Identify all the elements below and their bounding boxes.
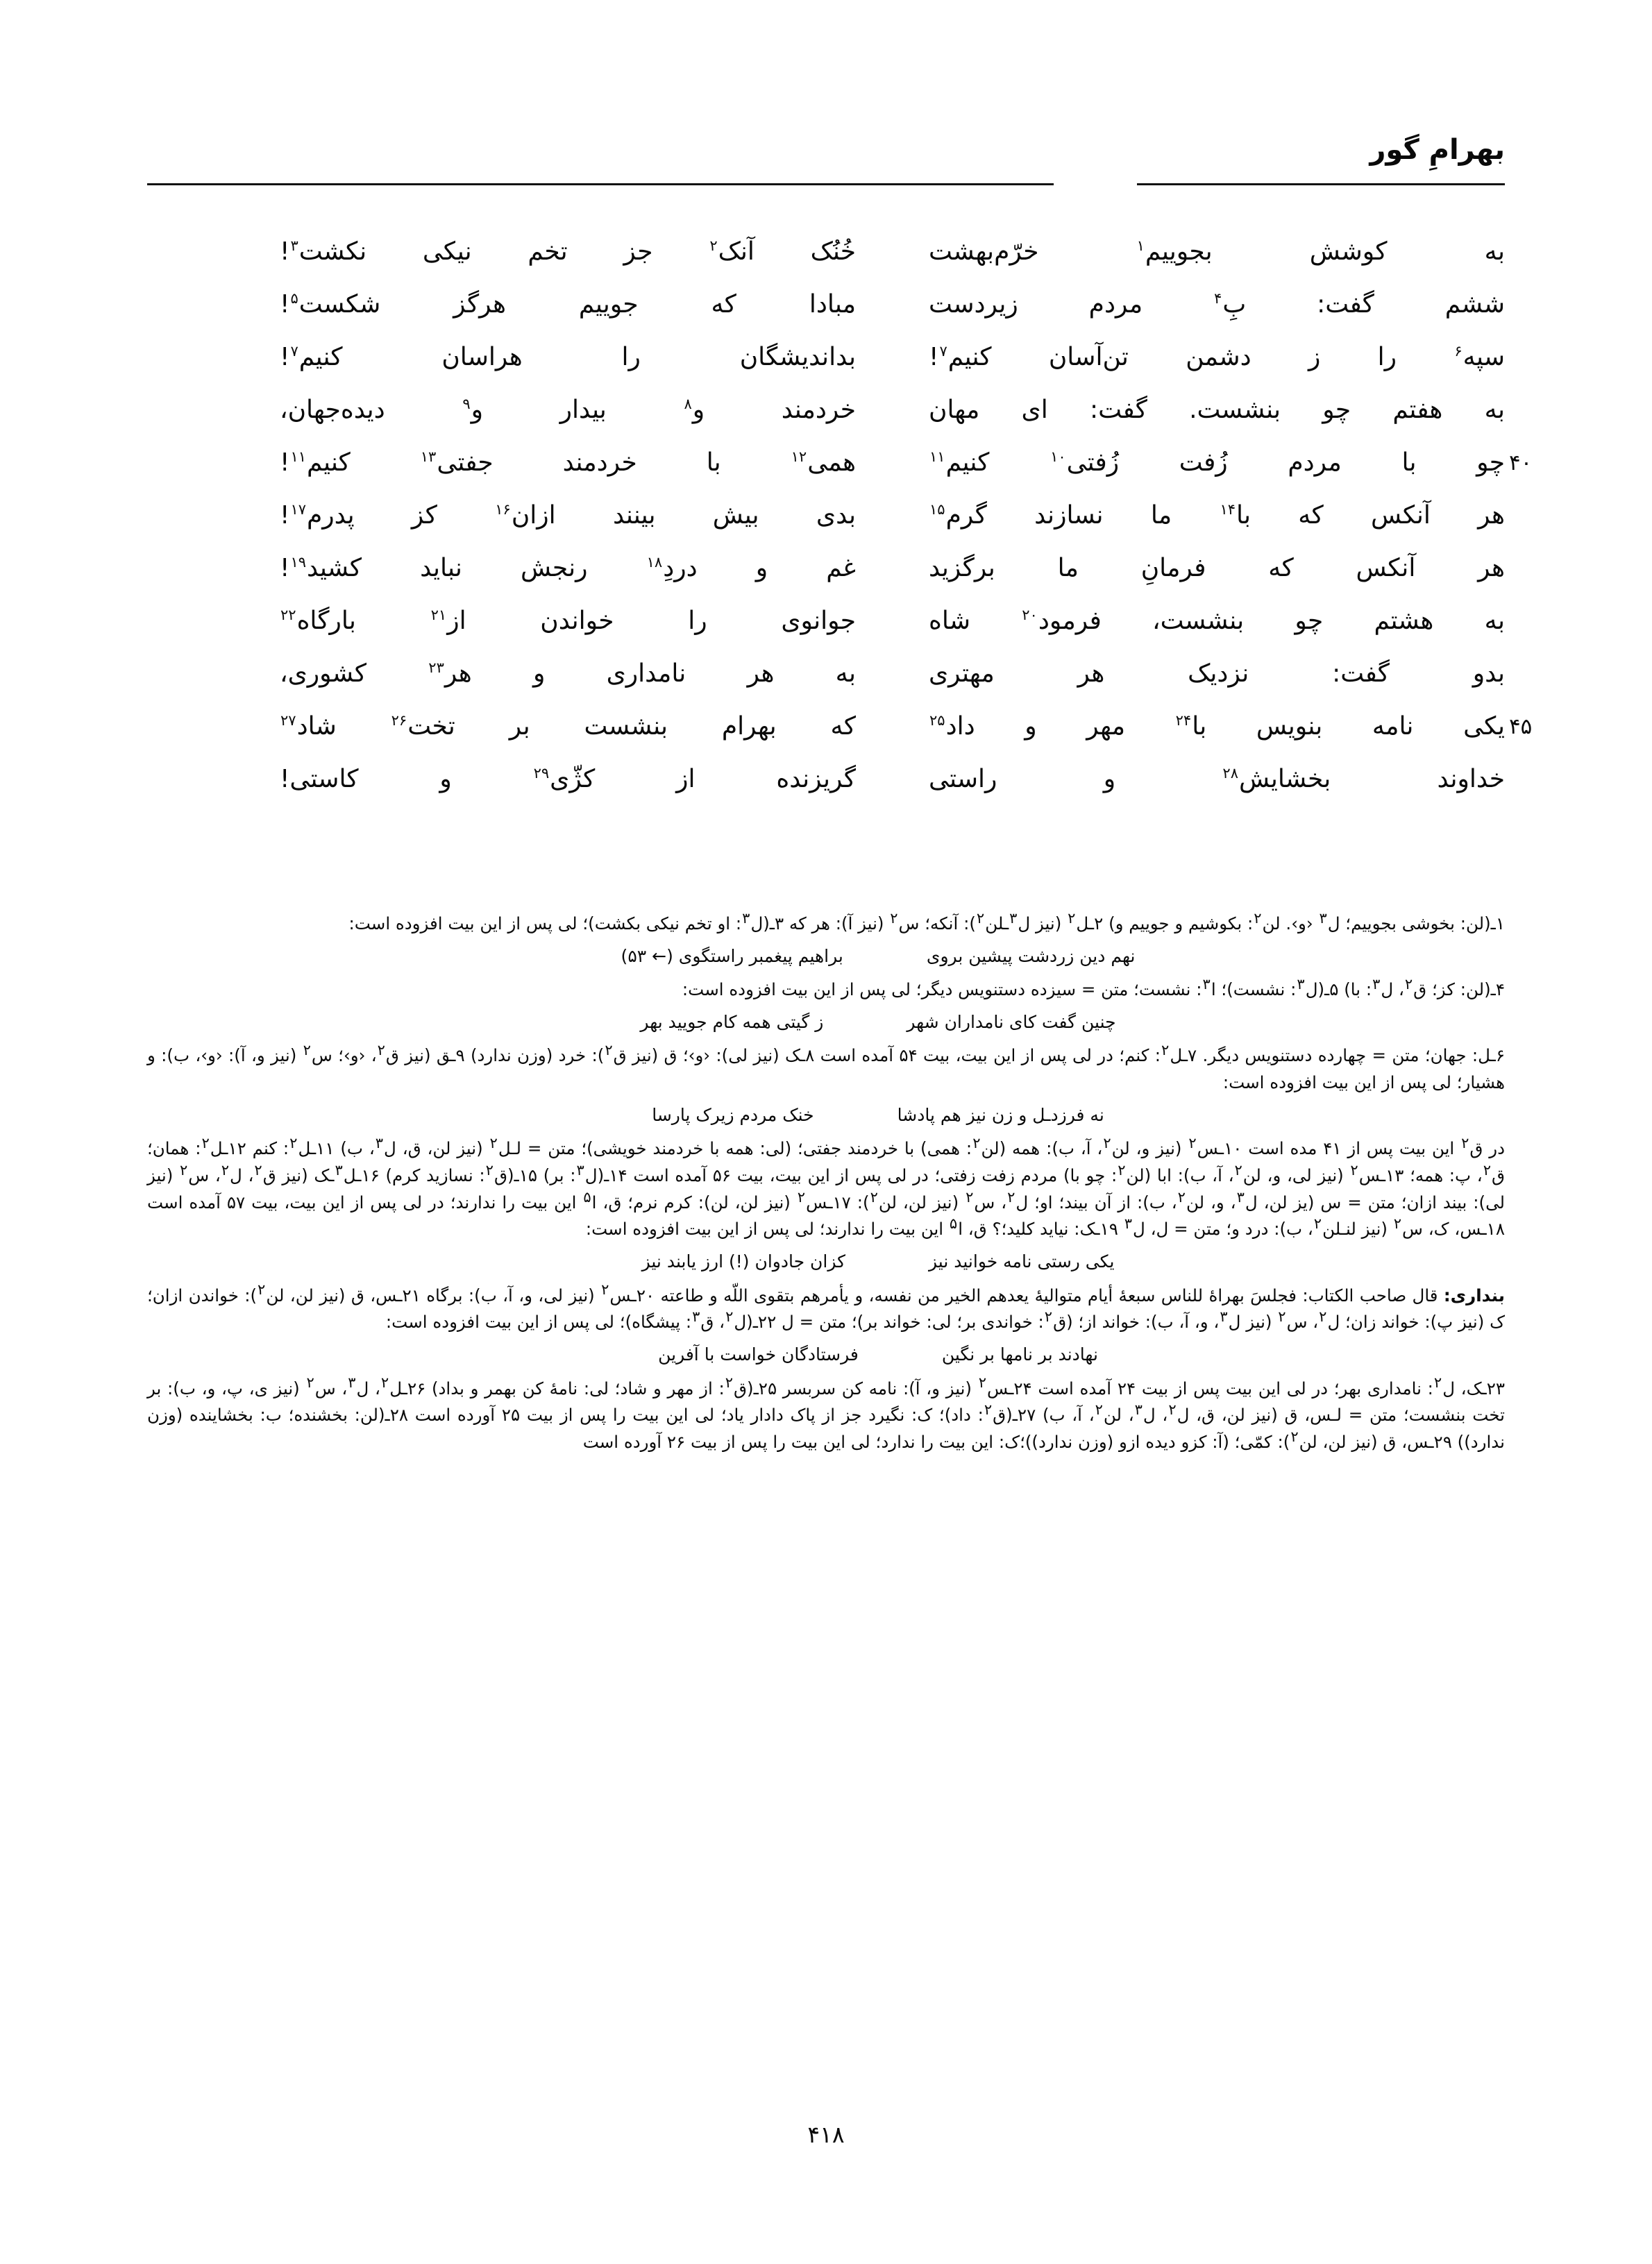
running-head [147, 136, 1505, 198]
verse-number: ۴۵ [1509, 714, 1533, 739]
quoted-hemistich-first: نهم دین زردشت پیشین بروی [926, 945, 1136, 966]
hemistich-second: مبادا که جوییم هرگز شکست$^۵$! [280, 290, 856, 319]
quoted-hemistich-second: کزان جادوان (!) ارز یابند نیز [641, 1251, 846, 1272]
quoted-hemistich-first: یکی رستی نامه خوانید نیز [929, 1251, 1115, 1272]
hemistich-first: به کوشش بجوییم$^۱$ خرّم‌بهشت [929, 237, 1505, 266]
hemistich-first: به هشتم چو بنشست، فرمود$^{۲۰}$ شاه [929, 607, 1505, 635]
quoted-hemistich-second: فرستادگان خواست با آفرین [658, 1344, 859, 1365]
apparatus-quoted-verse [147, 943, 1505, 971]
folio-number: ۴۱۸ [807, 2121, 845, 2148]
hemistich-first: به هفتم چو بنشست. گفت: ای مهان [929, 396, 1505, 424]
quoted-hemistich-second: ز گیتی همه کام جویید بهر [640, 1011, 824, 1032]
verse-block [147, 232, 1533, 812]
verse-line [147, 548, 1505, 601]
verse-line [147, 390, 1505, 443]
running-head-rule [147, 183, 1505, 185]
hemistich-second: جوانوی را خواندن از$^{۲۱}$ بارگاه$^{۲۲}$ [280, 607, 856, 635]
hemistich-second: همی$^{۱۲}$ با خردمند جفتی$^{۱۳}$ کنیم$^{۱۱}$! [280, 448, 856, 477]
hemistich-first: خداوند بخشایش$^{۲۸}$ و راستی [929, 765, 1505, 793]
apparatus-quoted-verse [147, 1008, 1505, 1037]
hemistich-first: چو با مردم زُفت زُفتی$^{۱۰}$ کنیم$^{۱۱}$ [929, 448, 1505, 477]
hemistich-first: هر آنکس که با$^{۱۴}$ ما نسازند گرم$^{۱۵}$ [929, 501, 1505, 530]
apparatus-source-label: بنداری: [1443, 1285, 1505, 1306]
hemistich-second: به هر نامداری و هر$^{۲۳}$ کشوری، [280, 659, 857, 688]
hemistich-second: بدی بیش بینند ازان$^{۱۶}$ کز پدرم$^{۱۷}$! [280, 501, 856, 530]
verse-line [147, 337, 1505, 390]
quoted-hemistich-second: خنک مردم زیرک پارسا [652, 1104, 814, 1125]
apparatus-note-text: قال صاحب الکتاب: فجلسَ بهراهٔ للناس سبعهٔ أیام متوالیهٔ یعدهم الخیر من نفسه، و یأمرهم بتقوی اللّه و طاعته ۲۰ـس$^۲$ (نیز لی، و، آ، ب): برگاه ۲۱ـس، ق (نیز لن، لن$^۲$): خواندن ازان؛ ک (نیز پ): خواند زان؛ ل$^۲$، س$^۲$ (نیز ل$^۳$، و، آ، ب): خواند از؛ (ق$^۲$: خواندی بر؛ لی: خواند بر)؛ متن = ل ۲۲ـ(ل$^۲$، ق$^۳$: پیشگاه)؛ لی پس از این بیت افزوده است: [147, 1281, 1505, 1333]
apparatus-quoted-verse [147, 1101, 1505, 1130]
hemistich-second: که بهرام بنشست بر تخت$^{۲۶}$ شاد$^{۲۷}$ [280, 712, 856, 741]
verse-line [147, 496, 1505, 548]
quoted-hemistich-second: براهیم پیغمبر راستگوی (← ۵۳) [621, 945, 843, 966]
quoted-hemistich-first: چنین گفت کای نامداران شهر [907, 1011, 1116, 1032]
apparatus-quoted-verse [147, 1341, 1505, 1369]
apparatus-note: ۶ـل: جهان؛ متن = چهارده دستنویس دیگر. ۷ـل$^۲$: کنم؛ در لی پس از این بیت، بیت ۵۴ آمده است ۸ـک (نیز لی): ‹و›؛ ق (نیز ق$^۲$): خرد (وزن ندارد) ۹ـق (نیز ق$^۲$، ‹و›؛ س$^۲$ (نیز و، آ): ‹و›، ب): و هشیار؛ لی پس از این بیت افزوده است: [147, 1042, 1506, 1093]
hemistich-second: خردمند و$^۸$ بیدار و$^۹$ دیده‌جهان، [280, 396, 856, 424]
apparatus-note: ۱ـ(لن: بخوشی بجوییم؛ ل$^۳$ ‹و›. لن$^۲$: بکوشیم و جوییم و) ۲ـل$^۲$ (نیز ل$^۳$ـلن$^۲$): آنکه؛ س$^۲$ (نیز آ): هر که ۳ـ(ل$^۳$: او تخم نیکی بکشت)؛ لی پس از این بیت افزوده است: [348, 909, 1505, 934]
critical-apparatus [147, 911, 1505, 1457]
verse-line [147, 654, 1505, 707]
quoted-hemistich-first: نه فرزدـل و زن نیز هم پادشا [897, 1104, 1104, 1125]
quoted-hemistich-first: نهادند بر نامها بر نگین [941, 1344, 1098, 1365]
apparatus-note: در ق$^۲$ این بیت پس از ۴۱ مده است ۱۰ـس$^۲$ (نیز و، لن$^۲$، آ، ب): همه (لن$^۲$: همی) با خردمند جفتی؛ (لی: همه با خردمند خویشی)؛ متن = لـل$^۲$ (نیز لن، ق، ل$^۳$، ب) ۱۱ـل$^۲$: کنم ۱۲ـل$^۲$: همان؛ ق$^۲$، پ: همه؛ ۱۳ـس$^۲$ (نیز لی، و، لن$^۲$، آ، ب): ابا (لن$^۲$: چو با) مردم زفت زفتی؛ در لی پس از این بیت، بیت ۵۶ آمده است ۱۴ـ(ل$^۳$: بر) ۱۵ـ(ق$^۲$: نسازید کرم) ۱۶ـل$^۳$ـک (نیز ق$^۲$، ل$^۲$، س$^۲$ (نیز لی): بیند ازان؛ متن = س (یز لن، ل$^۳$، و، لن$^۲$، ب): از آن بیند؛ او؛ ل$^۲$، س$^۲$ (نیز لن، لن$^۲$): ۱۷ـس$^۲$ (نیز لن، لن): کرم نرم؛ ق، ا$^۵$ این بیت را ندارند؛ در لی پس از این بیت، بیت ۵۷ آمده است ۱۸ـس، ک، س$^۲$ (نیز لنـلن$^۲$، ب): درد و؛ متن = ل، ل$^۳$ ۱۹ـک: نیاید کلید؛؟ ق، ا$^۵$ این بیت را ندارند؛ لی پس از این بیت افزوده است: [147, 1135, 1506, 1240]
verse-line [147, 601, 1505, 654]
hemistich-second: غم و دردِ$^{۱۸}$ رنجش نباید کشید$^{۱۹}$! [280, 554, 856, 582]
hemistich-first: هر آنکس که فرمانِ ما برگزید [929, 554, 1505, 582]
verse-line [147, 707, 1533, 759]
hemistich-first: بدو گفت: نزدیک هر مهتری [929, 659, 1505, 688]
verse-number: ۴۰ [1509, 450, 1533, 475]
apparatus-note: ۴ـ(لن: کز؛ ق$^۲$، ل$^۳$: با) ۵ـ(ل$^۳$: نشست)؛ ا$^۳$: نشست؛ متن = سیزده دستنویس دیگر؛ لی پس از این بیت افزوده است: [682, 976, 1505, 1000]
verse-line [147, 443, 1533, 496]
hemistich-first: ششم گفت: بِ$^۴$ مردم زیردست [929, 290, 1506, 319]
running-head-title: بهرامِ گور [1369, 134, 1505, 166]
apparatus-note [147, 1283, 1505, 1336]
apparatus-note: ۲۳ـک، ل$^۲$: نامداری بهر؛ در لی این بیت پس از بیت ۲۴ آمده است ۲۴ـس$^۲$ (نیز و، آ): نامه کن سربسر ۲۵ـ(ق$^۲$: از مهر و شاد؛ لی: نامهٔ کن بهمر و بداد) ۲۶ـل$^۲$، ل$^۳$، س$^۲$ (نیز ی، پ، و، ب): بر تخت بنشست؛ متن = لـس، ق (نیز لن، ق، ل$^۲$، ل$^۳$، لن$^۲$، آ، ب) ۲۷ـ(ق$^۲$: داد)؛ ک: نگیرد جز از پاک دادار یاد؛ لی این بیت را پس از بیت ۲۵ آورده است ۲۸ـ(لن: بخشنده؛ ب: بخشاینده (وزن ندارد)) ۲۹ـس، ق (نیز لن، لن$^۲$): کمّی؛ (آ: کزو دیده ازو (وزن ندارد))؛ک: این بیت را ندارد؛ لی این بیت را پس از بیت ۲۶ آورده است [147, 1374, 1506, 1452]
verse-line [147, 285, 1505, 337]
hemistich-second: بداندیشگان را هراسان کنیم$^۷$! [280, 343, 856, 371]
verse-line [147, 759, 1505, 812]
apparatus-quoted-verse [147, 1248, 1505, 1276]
verse-line [147, 232, 1505, 285]
hemistich-first: یکی نامه بنویس با$^{۲۴}$ مهر و داد$^{۲۵}$ [929, 712, 1505, 741]
hemistich-second: گریزنده از کژّی$^{۲۹}$ و کاستی! [280, 765, 856, 793]
hemistich-second: خُنُک آنک$^۲$ جز تخم نیکی نکشت$^۳$! [280, 237, 856, 266]
hemistich-first: سپه$^۶$ را ز دشمن تن‌آسان کنیم$^۷$! [929, 343, 1505, 371]
